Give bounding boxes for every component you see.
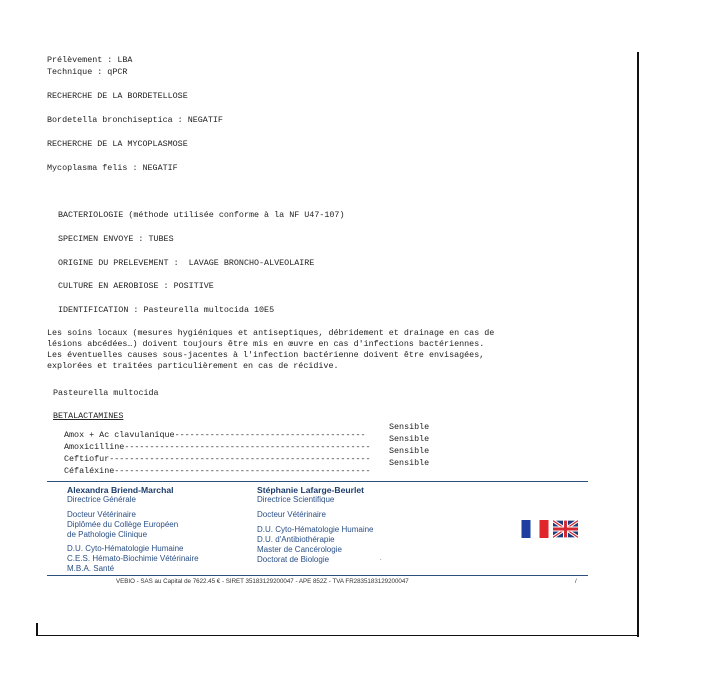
note-line: Les soins locaux (mesures hygiéniques et antiseptiques, débridement et drainage en cas de [47,328,495,338]
origine-line: ORIGINE DU PRELEVEMENT : LAVAGE BRONCHO-ALVEOLAIRE [58,258,315,268]
susceptibility-result: Sensible [389,422,430,432]
susceptibility-result: Sensible [389,446,430,456]
drug-name: Ceftiofur [64,454,110,464]
table-row [64,422,444,440]
drug-name: Céfaléxine [64,466,115,476]
footer-signatory-left [67,485,199,574]
table-row [64,446,444,464]
bordetellose-heading: RECHERCHE DE LA BORDETELLOSE [47,91,188,101]
dash-leader: ---------------------------------------------------- [109,454,371,464]
footer-bottom-rule [47,575,588,576]
footer-top-rule [47,481,588,482]
antibiogram-table [64,422,444,476]
drug-name: Amoxicilline [64,442,125,452]
table-row [64,434,444,452]
qualification: M.B.A. Santé [67,564,115,573]
footer-signatory-right [257,485,374,565]
qualification: Doctorat de Biologie [257,555,330,564]
signatory-title: Directrice Scientifique [257,495,335,504]
qualification: D.U. Cyto-Hématologie Humaine [257,525,374,534]
stray-dot: . [380,556,382,562]
note-line: lésions abcédées…) doivent toujours être mis en œuvre en cas d'infections bactériennes. [47,339,485,349]
bacteriologie-heading: BACTERIOLOGIE (méthode utilisée conforme à la NF U47-107) [58,210,345,220]
signatory-name: Stéphanie Lafarge-Beurlet [257,485,364,495]
qualification: D.U. d'Antibiothérapie [257,535,335,544]
mycoplasma-result: Mycoplasma felis : NEGATIF [47,163,178,173]
table-row [64,458,444,476]
mycoplasmose-heading: RECHERCHE DE LA MYCOPLASMOSE [47,139,188,149]
qualification: D.U. Cyto-Hématologie Humaine [67,544,184,553]
antibiotic-class-heading: BETALACTAMINES [53,411,124,421]
qualification: C.E.S. Hémato-Biochimie Vétérinaire [67,554,199,563]
uk-flag-icon[interactable] [553,520,578,538]
qualification: de Pathologie Clinique [67,530,148,539]
dash-leader: -------------------------------------- [174,430,366,440]
page-left-tick [36,623,38,636]
page-right-border [637,52,639,637]
note-line: explorées et traitées particulièrement en cas de récidive. [47,361,339,371]
susceptibility-result: Sensible [389,458,430,468]
qualification: Master de Cancérologie [257,545,342,554]
culture-line: CULTURE EN AEROBIOSE : POSITIVE [58,281,214,291]
qualification: Diplômée du Collège Européen [67,520,179,529]
dash-leader: ------------------------------------------------- [124,442,371,452]
specimen-line: SPECIMEN ENVOYE : TUBES [58,234,174,244]
clinical-note [47,328,494,372]
qualification: Docteur Vétérinaire [67,510,136,519]
drug-name: Amox + Ac clavulanique [64,430,175,440]
french-flag-icon[interactable] [521,520,549,538]
technique-line: Technique : qPCR [47,67,128,77]
qualification: Docteur Vétérinaire [257,510,326,519]
legal-mention: VEBIO - SAS au Capital de 7622.45 € - SIRET 35183129200047 - APE 852Z - TVA FR2835183129200047 [116,578,409,585]
signatory-title: Directrice Générale [67,495,136,504]
organism-name: Pasteurella multocida [53,388,159,398]
identification-line: IDENTIFICATION : Pasteurella multocida 10E5 [58,305,275,315]
page-marker: / [575,578,577,585]
susceptibility-result: Sensible [389,434,430,444]
dash-leader: --------------------------------------------------- [114,466,371,476]
bordetella-result: Bordetella bronchiseptica : NEGATIF [47,115,223,125]
signatory-name: Alexandra Briend-Marchal [67,485,174,495]
note-line: Les éventuelles causes sous-jacentes à l'infection bactérienne doivent être envisagées, [47,350,485,360]
sample-line: Prélèvement : LBA [47,55,133,65]
page-bottom-border [36,635,639,636]
